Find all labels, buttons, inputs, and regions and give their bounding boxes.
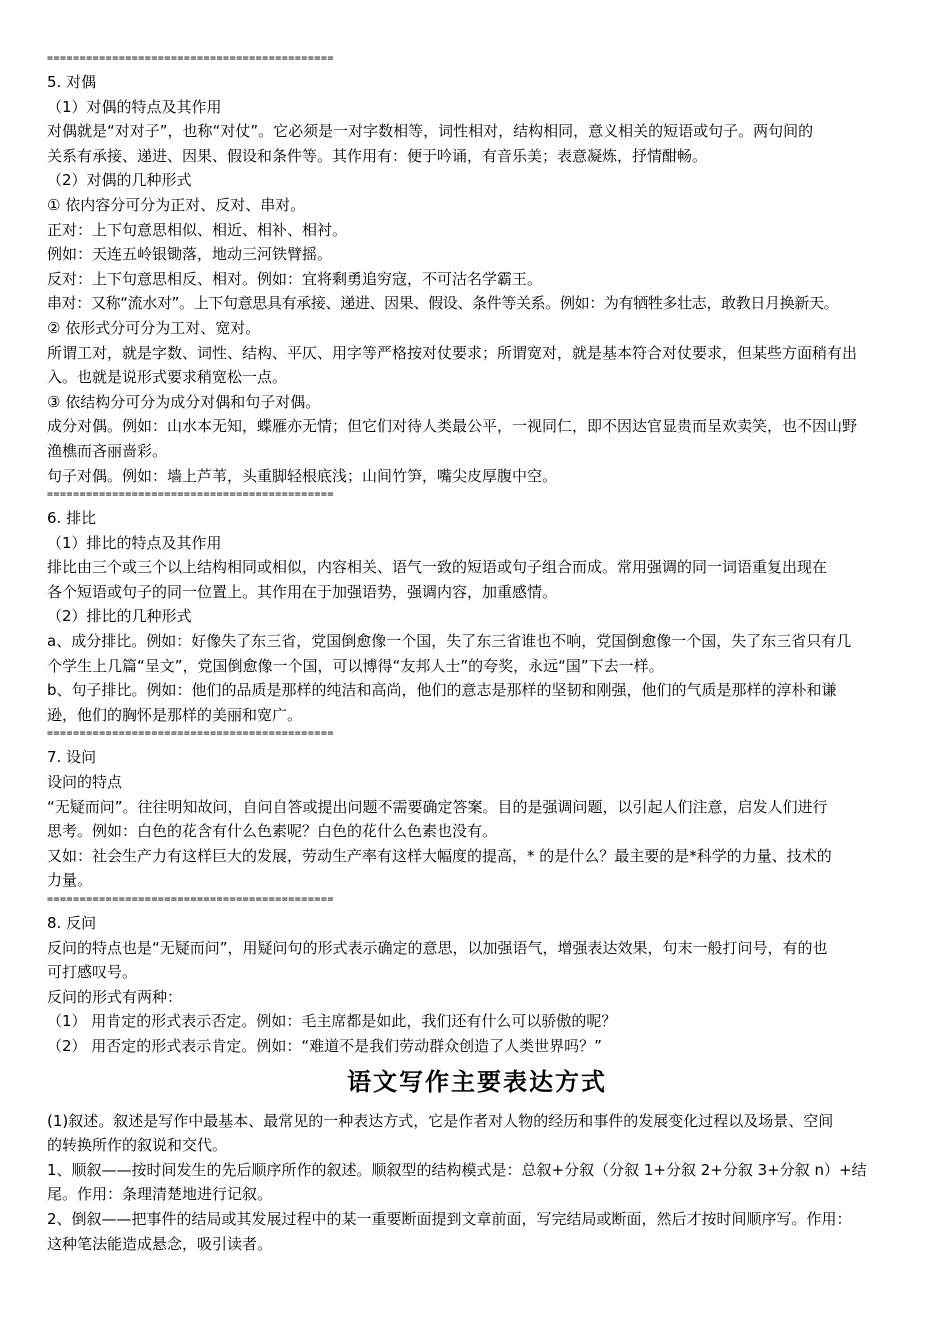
section-title: 7. 设问 [47, 748, 97, 767]
section-writing [47, 1109, 907, 1257]
text-line: 1、顺叙——按时间发生的先后顺序所作的叙述。顺叙型的结构模式是：总叙+分叙（分叙 1+分叙 2+分叙 3+分叙 n）+结 [47, 1160, 867, 1179]
text-line: 成分对偶。例如：山水本无知，蝶雁亦无情；但它们对待人类最公平，一视同仁，即不因达官显贵而呈欢卖笑，也不因山野 [47, 417, 858, 436]
section-fanwen [47, 911, 907, 1059]
text-line: 排比由三个或三个以上结构相同或相似，内容相关、语气一致的短语或句子组合而成。常用强调的同一词语重复出现在 [47, 558, 828, 577]
section-title: 5. 对偶 [47, 73, 97, 91]
text-line: 思考。例如：白色的花含有什么色素呢？白色的花什么色素也没有。 [47, 822, 498, 841]
text-line: 设问的特点 [47, 773, 123, 792]
text-line: 个学生上几篇“呈文”，党国倒愈像一个国，可以博得“友邦人士”的夸奖，永远“国”下去一样。 [47, 656, 664, 675]
text-line: 入。也就是说形式要求稍宽松一点。 [47, 368, 288, 387]
text-line: （1）对偶的特点及其作用 [47, 97, 222, 116]
text-line: 正对：上下句意思相似、相近、相补、相衬。 [47, 220, 348, 239]
writing-heading: 语文写作主要表达方式 [347, 1066, 607, 1096]
separator-line: ============================================ [47, 728, 334, 740]
separator-line: ============================================ [47, 53, 334, 64]
text-line: 尾。作用：条理清楚地进行记叙。 [47, 1185, 273, 1204]
section-paibi [47, 506, 907, 727]
text-line: （2） 用否定的形式表示肯定。例如：“难道不是我们劳动群众创造了人类世界吗？” [47, 1036, 602, 1055]
text-line: 对偶就是“对对子”，也称“对仗”。它必须是一对字数相等，词性相对，结构相同，意义相关的短语或句子。两句间的 [47, 122, 814, 141]
text-line: “无疑而问”。往往明知故问，自问自答或提出问题不需要确定答案。目的是强调问题，以引起人们注意，启发人们进行 [47, 797, 828, 816]
document-page [47, 52, 907, 1256]
text-line: 逊，他们的胸怀是那样的美丽和宽广。 [47, 705, 303, 724]
section-title: 8. 反问 [47, 914, 97, 932]
text-line: 力量。 [47, 871, 93, 890]
text-line: 这种笔法能造成悬念，吸引读者。 [47, 1234, 273, 1253]
text-line: a、成分排比。例如：好像失了东三省，党国倒愈像一个国，失了东三省谁也不响，党国倒愈像一个国，失了东三省只有几 [47, 632, 852, 651]
text-line: 关系有承接、递进、因果、假设和条件等。其作用有：便于吟诵，有音乐美；表意凝炼，抒情酣畅。 [47, 146, 708, 165]
text-line: 各个短语或句子的同一位置上。其作用在于加强语势，强调内容，加重感情。 [47, 582, 558, 601]
text-line: 可打感叹号。 [47, 963, 138, 982]
text-line: 串对：又称“流水对”。上下句意思具有承接、递进、因果、假设、条件等关系。例如：为有牺牲多壮志，敢教日月换新天。 [47, 294, 839, 313]
text-line: (1)叙述。叙述是写作中最基本、最常见的一种表达方式，它是作者对人物的经历和事件的发展变化过程以及场景、空间 [47, 1111, 834, 1130]
text-line: b、句子排比。例如：他们的品质是那样的纯洁和高尚，他们的意志是那样的坚韧和刚强，他们的气质是那样的淳朴和谦 [47, 681, 837, 700]
text-line: 又如：社会生产力有这样巨大的发展，劳动生产率有这样大幅度的提高，* 的是什么？最主要的是*科学的力量、技术的 [47, 846, 832, 865]
text-line: （2）对偶的几种形式 [47, 171, 192, 190]
section-shewen [47, 745, 907, 893]
text-line: （2）排比的几种形式 [47, 607, 192, 626]
text-line: 的转换所作的叙说和交代。 [47, 1136, 228, 1155]
text-line: 反对：上下句意思相反、相对。例如：宜将剩勇追穷寇，不可沽名学霸王。 [47, 269, 543, 288]
text-line: 例如：天连五岭银锄落，地动三河铁臂摇。 [47, 245, 333, 264]
text-line: ② 依形式分可分为工对、宽对。 [47, 318, 261, 337]
text-line: 渔樵而吝丽啬彩。 [47, 441, 168, 460]
text-line: （1）排比的特点及其作用 [47, 533, 222, 552]
section-title: 6. 排比 [47, 509, 97, 528]
separator-line: ============================================ [47, 894, 334, 905]
text-line: ① 依内容分可分为正对、反对、串对。 [47, 195, 306, 214]
text-line: 句子对偶。例如：墙上芦苇，头重脚轻根底浅；山间竹笋，嘴尖皮厚腹中空。 [47, 466, 558, 485]
text-line: 反问的特点也是“无疑而问”，用疑问句的形式表示确定的意思，以加强语气，增强表达效果，句末一般打问号，有的也 [47, 938, 828, 957]
separator-line: ============================================ [47, 489, 334, 501]
text-line: （1） 用肯定的形式表示否定。例如：毛主席都是如此，我们还有什么可以骄傲的呢？ [47, 1012, 617, 1031]
text-line: 所谓工对，就是字数、词性、结构、平仄、用字等严格按对仗要求；所谓宽对，就是基本符合对仗要求，但某些方面稍有出 [47, 343, 858, 362]
text-line: 2、倒叙——把事件的结局或其发展过程中的某一重要断面提到文章前面，写完结局或断面，然后才按时间顺序写。作用： [47, 1209, 852, 1228]
section-duiou [47, 70, 907, 488]
text-line: 反问的形式有两种： [47, 987, 183, 1006]
text-line: ③ 依结构分可分为成分对偶和句子对偶。 [47, 392, 321, 411]
